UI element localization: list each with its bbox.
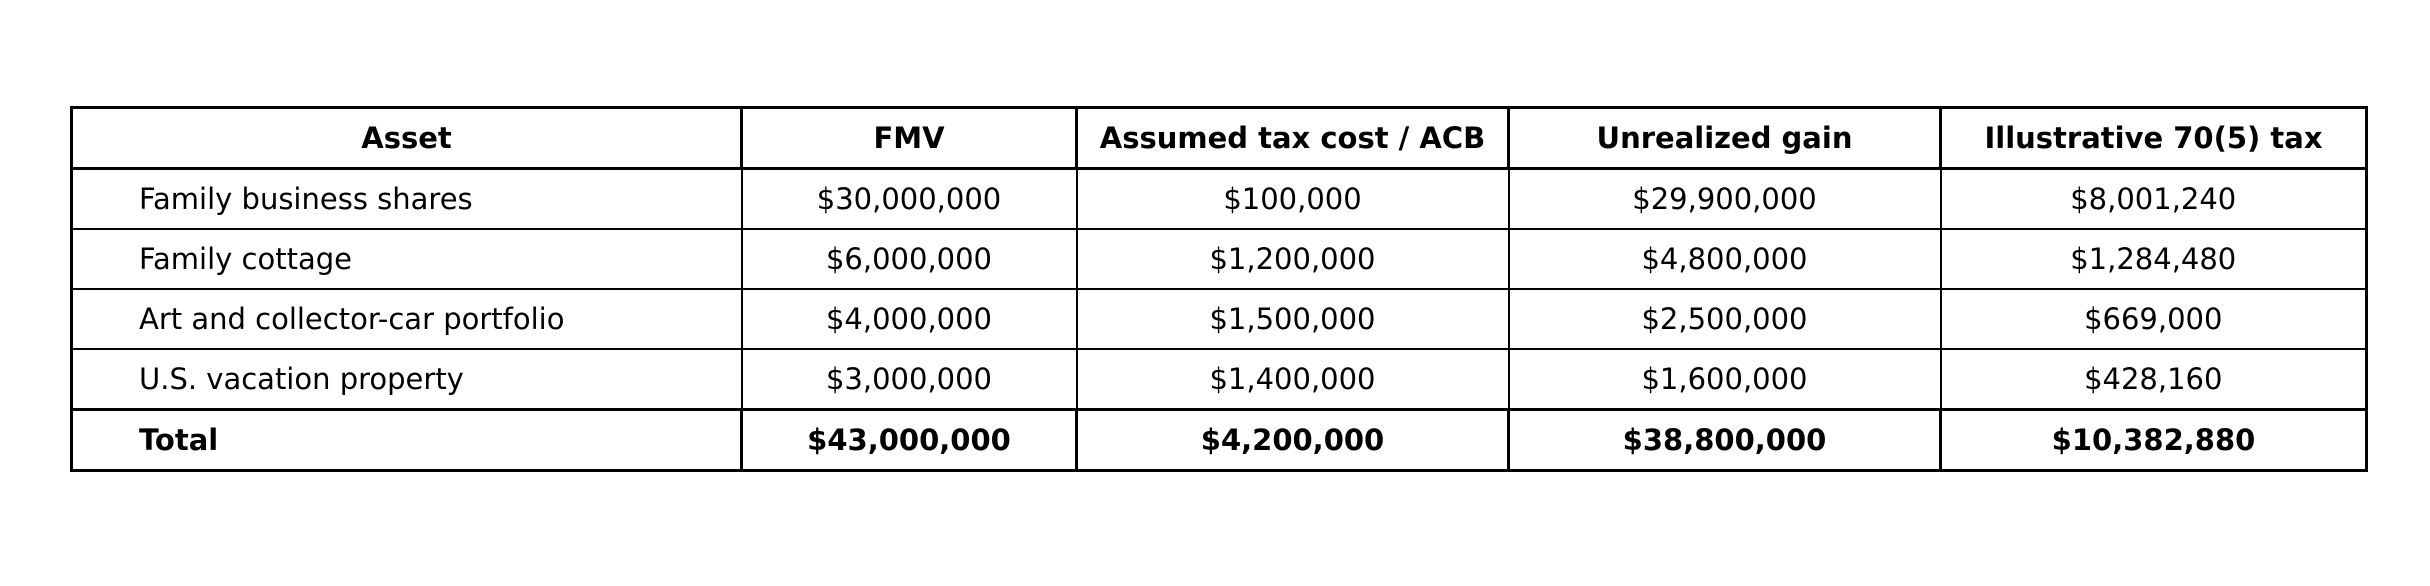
fmv-cell: $3,000,000	[742, 349, 1077, 410]
table-row	[72, 229, 2367, 289]
unrealized-gain-cell: $1,600,000	[1509, 349, 1941, 410]
total-tax: $10,382,880	[1941, 410, 2367, 471]
asset-name: Family cottage	[72, 229, 742, 289]
header-fmv: FMV	[742, 108, 1077, 169]
table-row	[72, 169, 2367, 230]
tax-cell: $669,000	[1941, 289, 2367, 349]
total-tax-cost: $4,200,000	[1077, 410, 1509, 471]
unrealized-gain-cell: $29,900,000	[1509, 169, 1941, 230]
tax-cost-cell: $1,200,000	[1077, 229, 1509, 289]
tax-cost-cell: $1,400,000	[1077, 349, 1509, 410]
total-row	[72, 410, 2367, 471]
fmv-cell: $30,000,000	[742, 169, 1077, 230]
asset-name: Family business shares	[72, 169, 742, 230]
table-row	[72, 289, 2367, 349]
header-asset: Asset	[72, 108, 742, 169]
header-tax: Illustrative 70(5) tax	[1941, 108, 2367, 169]
tax-cell: $428,160	[1941, 349, 2367, 410]
total-label: Total	[72, 410, 742, 471]
tax-cell: $1,284,480	[1941, 229, 2367, 289]
table-row	[72, 349, 2367, 410]
unrealized-gain-cell: $2,500,000	[1509, 289, 1941, 349]
fmv-cell: $6,000,000	[742, 229, 1077, 289]
header-tax-cost: Assumed tax cost / ACB	[1077, 108, 1509, 169]
tax-cost-cell: $100,000	[1077, 169, 1509, 230]
header-unrealized-gain: Unrealized gain	[1509, 108, 1941, 169]
fmv-cell: $4,000,000	[742, 289, 1077, 349]
table-header-row	[72, 108, 2367, 169]
total-fmv: $43,000,000	[742, 410, 1077, 471]
total-unrealized-gain: $38,800,000	[1509, 410, 1941, 471]
tax-cost-cell: $1,500,000	[1077, 289, 1509, 349]
asset-tax-table	[70, 106, 2368, 472]
asset-name: U.S. vacation property	[72, 349, 742, 410]
tax-cell: $8,001,240	[1941, 169, 2367, 230]
unrealized-gain-cell: $4,800,000	[1509, 229, 1941, 289]
asset-name: Art and collector-car portfolio	[72, 289, 742, 349]
